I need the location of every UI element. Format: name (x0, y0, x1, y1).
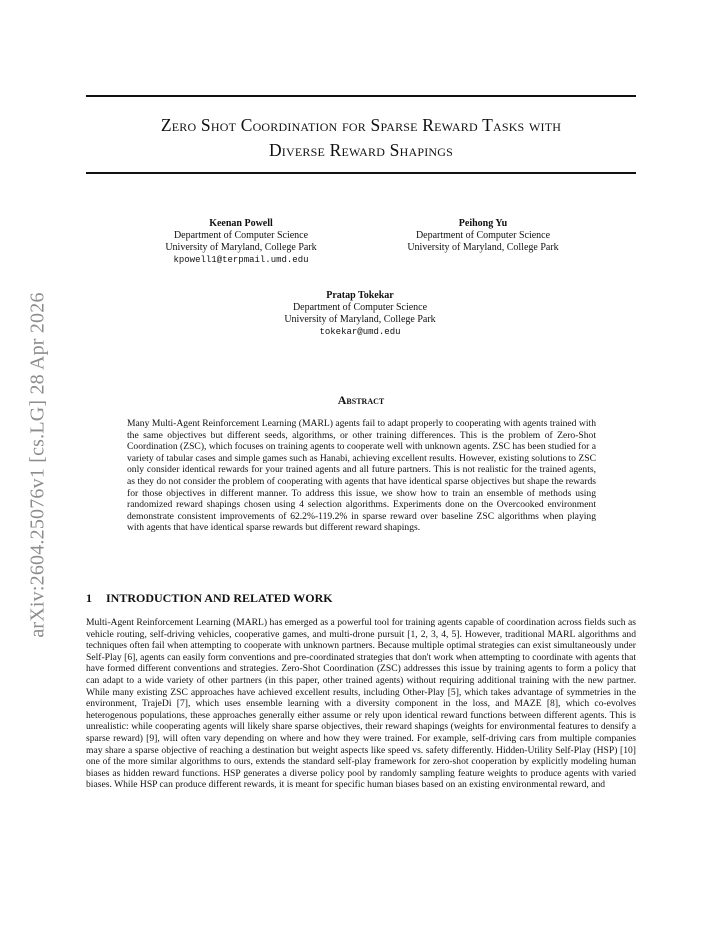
author-email: tokekar@umd.edu (319, 327, 401, 337)
section-number: 1 (86, 591, 92, 605)
arxiv-identifier-watermark: arXiv:2604.25076v1 [cs.LG] 28 Apr 2026 (26, 292, 49, 638)
author-department: Department of Computer Science (415, 230, 551, 241)
section-title: INTRODUCTION AND RELATED WORK (106, 591, 333, 605)
abstract-text: Many Multi-Agent Reinforcement Learning (MARL) agents fail to adapt properly to cooperating with agents trained with the same objectives but different seeds, algorithms, or other training differences. This is the problem of Zero-Shot Coordination (ZSC), which focuses on training agents to cooperate well with unknown agents. ZSC has been studied for a variety of tabular cases and simple games such as Hanabi, achieving excellent results. However, existing solutions to ZSC only consider identical rewards for your trained agents and all future partners. This is not realistic for the trained agents, as they do not consider the problem of cooperating with agents that have identical sparse objectives but shape the rewards for those objectives in different manner. To address this issue, we show how to train an ensemble of methods using randomized reward shapings chosen using 4 selection algorithms. Experiments done on the Overcooked environment demonstrate consistent improvements of 62.2%-119.2% in sparse reward over baseline ZSC algorithms when playing with agents that have identical sparse rewards but different reward shapings. (127, 418, 596, 534)
author-name: Keenan Powell (209, 218, 273, 229)
title-bottom-rule (86, 172, 636, 174)
paper-title-line-1: Zero Shot Coordination for Sparse Reward Tasks with (160, 115, 562, 135)
author-block-powell (126, 218, 356, 266)
author-block-tokekar (245, 290, 475, 338)
author-department: Department of Computer Science (173, 230, 309, 241)
author-email: kpowell1@terpmail.umd.edu (173, 255, 309, 265)
author-affiliation: University of Maryland, College Park (407, 242, 559, 253)
author-block-yu (368, 218, 598, 254)
author-department: Department of Computer Science (292, 302, 428, 313)
title-top-rule (86, 95, 636, 97)
author-affiliation: University of Maryland, College Park (284, 314, 436, 325)
author-name: Pratap Tokekar (326, 290, 394, 301)
author-name: Peihong Yu (458, 218, 508, 229)
introduction-text: Multi-Agent Reinforcement Learning (MARL) has emerged as a powerful tool for training agents capable of coordination across fields such as vehicle routing, self-driving vehicles, cooperative games, and multi-drone pursuit [1, 2, 3, 4, 5]. However, traditional MARL algorithms and techniques often fail when attempting to cooperate with unknown partners. Because multiple optimal strategies can exist simultaneously under Self-Play [6], agents can easily form conventions and pre-coordinated strategies that don't work when attempting to coordinate with agents that have formed different conventions and strategies. Zero-Shot Coordination (ZSC) addresses this issue by training agents to form a policy that can adapt to a wide variety of other partners (in this paper, other trained agents) without requiring additional training with the new partner. While many existing ZSC approaches have achieved excellent results, including Other-Play [5], which takes advantage of symmetries in the environment, TrajeDi [7], which uses ensemble learning with a diversity component in the loss, and MAZE [8], which co-evolves heterogenous populations, these approaches generally either assume or rely upon identical reward functions between different agents. This is unrealistic: while cooperating agents will likely share sparse objectives, their reward shapings (weights for environmental features to densify a sparse reward) [9], will often vary depending on where and how they were trained. For example, self-driving cars from multiple companies may share a sparse objective of reaching a destination but weight aspects like speed vs. safety differently. Hidden-Utility Self-Play (HSP) [10] one of the more similar algorithms to ours, extends the standard self-play framework for zero-shot cooperation by explicitly modeling human biases as hidden reward functions. HSP generates a diverse policy pool by randomly sampling feature weights to produce agents with varied biases. While HSP can produce different rewards, it is meant for specific human biases based on an existing environmental reward, and (86, 617, 636, 791)
author-affiliation: University of Maryland, College Park (165, 242, 317, 253)
paper-title-line-2: Diverse Reward Shapings (268, 140, 454, 160)
section-heading (86, 591, 333, 606)
abstract-heading: Abstract (337, 393, 385, 407)
paper-title (86, 113, 636, 163)
